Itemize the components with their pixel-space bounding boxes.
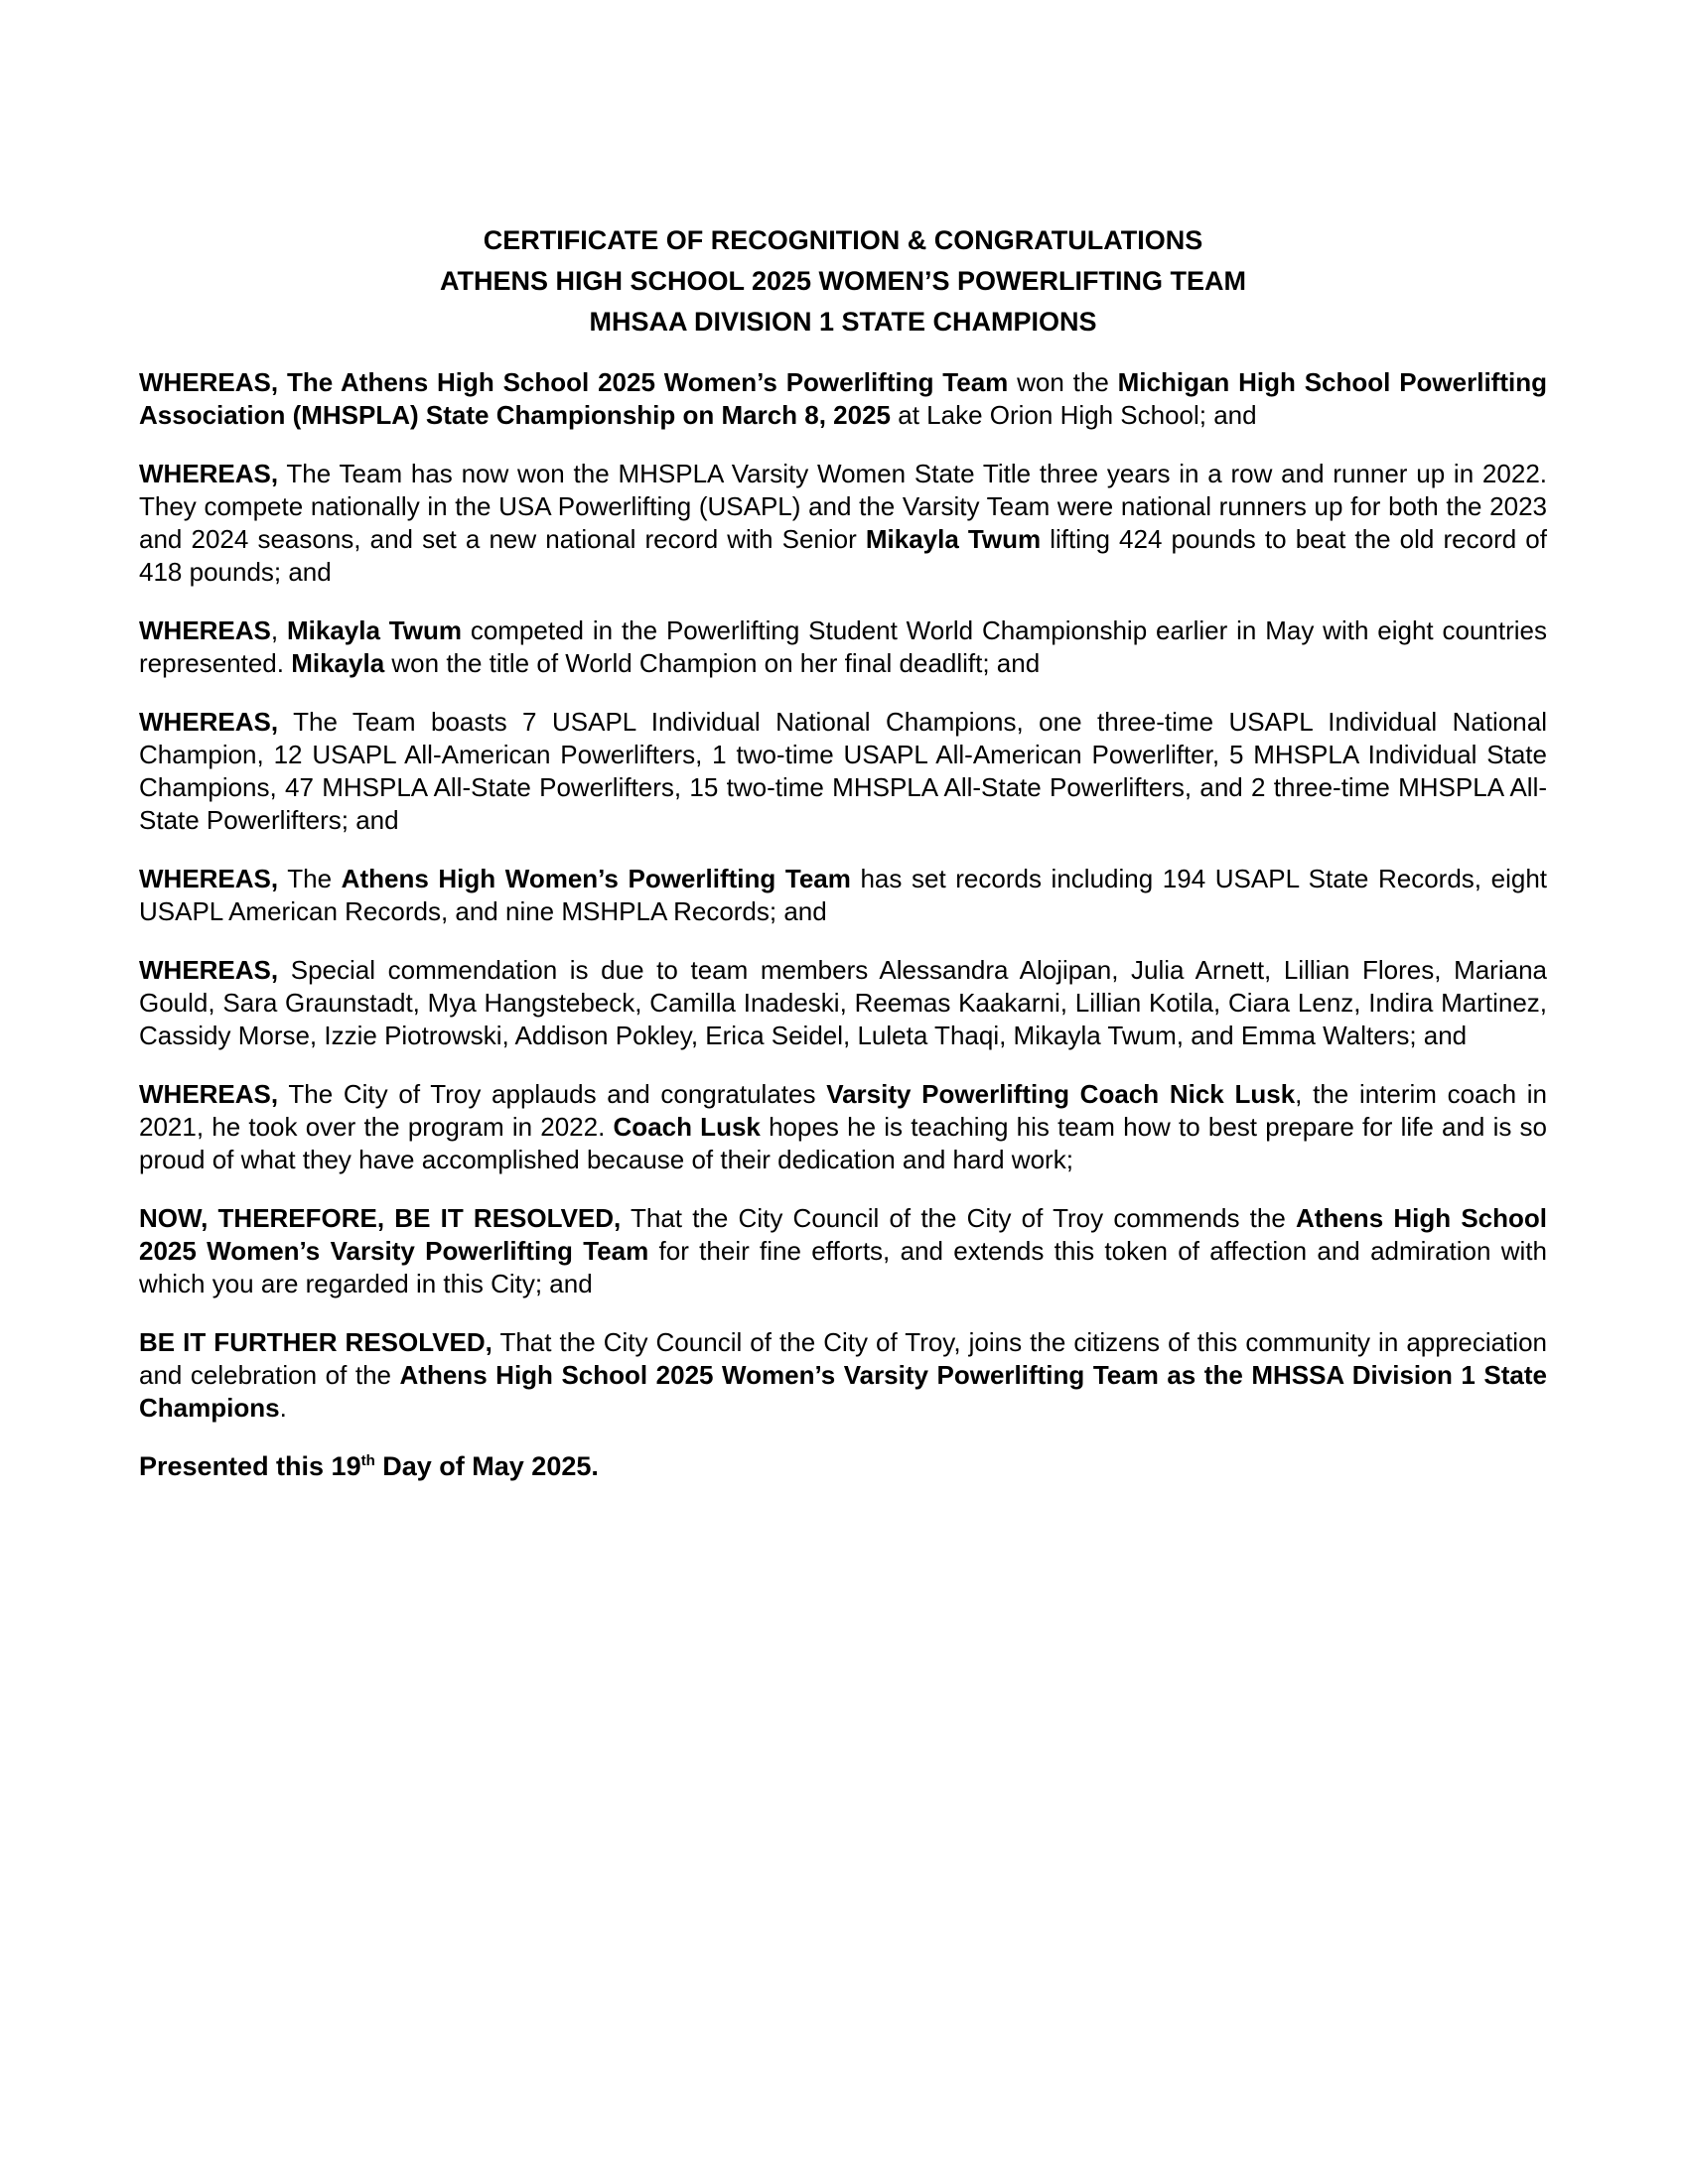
- certificate-title: [139, 220, 1547, 342]
- text-segment: won the title of World Champion on her final deadlift; and: [384, 648, 1041, 678]
- bold-text-segment: WHEREAS,: [139, 459, 279, 488]
- text-segment: That the City Council of the City of Troy, joins the citizens of this community in appreciation and celebration of the: [139, 1327, 1547, 1390]
- text-segment: That the City Council of the City of Troy commends the: [621, 1203, 1297, 1233]
- text-segment: The City of Troy applauds and congratulates: [278, 1079, 827, 1109]
- text-segment: The Team boasts 7 USAPL Individual National Champions, one three-time USAPL Individual National Champion, 12 USAPL All-American Powerlifters, 1 two-time USAPL All-American Powerlifter, 5 MHSPLA Individual State Champions, 47 MHSPLA All-State Powerlifters, 15 two-time MHSPLA All-State Powerlifters, and 2 three-time MHSPLA All-State Powerlifters; and: [139, 707, 1547, 835]
- bold-text-segment: BE IT FURTHER RESOLVED,: [139, 1327, 492, 1357]
- whereas-paragraph: [139, 614, 1547, 680]
- bold-text-segment: WHEREAS,: [139, 1079, 279, 1109]
- bold-text-segment: WHEREAS,: [139, 707, 279, 737]
- presentation-date: [139, 1450, 1547, 1483]
- title-line-1: CERTIFICATE OF RECOGNITION & CONGRATULATIONS: [483, 225, 1203, 255]
- bold-text-segment: Michigan High School Powerlifting Association (MHSPLA) State Championship on March 8, 2025: [139, 367, 1547, 430]
- title-line-3: MHSAA DIVISION 1 STATE CHAMPIONS: [589, 307, 1097, 337]
- whereas-paragraph: [139, 458, 1547, 589]
- text-segment: for their fine efforts, and extends this token of affection and admiration with which you are regarded in this City; and: [139, 1236, 1547, 1298]
- bold-text-segment: Coach Lusk: [613, 1112, 761, 1142]
- text-segment: Special commendation is due to team members Alessandra Alojipan, Julia Arnett, Lillian Flores, Mariana Gould, Sara Graunstadt, Mya Hangstebeck, Camilla Inadeski, Reemas Kaakarni, Lillian Kotila, Ciara Lenz, Indira Martinez, Cassidy Morse, Izzie Piotrowski, Addison Pokley, Erica Seidel, Luleta Thaqi, Mikayla Twum, and Emma Walters; and: [139, 955, 1547, 1050]
- bold-text-segment: Mikayla: [291, 648, 385, 678]
- text-segment: at Lake Orion High School; and: [891, 400, 1257, 430]
- certificate-page: [139, 220, 1547, 1483]
- bold-text-segment: NOW, THEREFORE, BE IT RESOLVED,: [139, 1203, 622, 1233]
- bold-text-segment: WHEREAS,: [139, 864, 279, 893]
- text-segment: has set records including 194 USAPL State Records, eight USAPL American Records, and nine MSHPLA Records; and: [139, 864, 1547, 926]
- whereas-paragraph: [139, 1078, 1547, 1176]
- bold-text-segment: WHEREAS: [139, 615, 271, 645]
- closing-superscript: th: [360, 1452, 375, 1469]
- bold-text-segment: Mikayla Twum: [286, 615, 462, 645]
- bold-text-segment: Mikayla Twum: [865, 524, 1042, 554]
- text-segment: hopes he is teaching his team how to best prepare for life and is so proud of what they have accomplished because of their dedication and hard work;: [139, 1112, 1547, 1174]
- text-segment: ,: [270, 615, 287, 645]
- text-segment: lifting 424 pounds to beat the old record of 418 pounds; and: [139, 524, 1547, 587]
- text-segment: competed in the Powerlifting Student World Championship earlier in May with eight countries represented.: [139, 615, 1547, 678]
- closing-suffix: Day of May 2025.: [374, 1451, 599, 1481]
- bold-text-segment: Athens High Women’s Powerlifting Team: [341, 864, 851, 893]
- bold-text-segment: Athens High School 2025 Women’s Varsity Powerlifting Team as the MHSSA Division 1 State Champions: [139, 1360, 1548, 1423]
- whereas-paragraph: [139, 366, 1547, 432]
- text-segment: The: [278, 864, 342, 893]
- whereas-paragraph: [139, 1202, 1547, 1300]
- bold-text-segment: Varsity Powerlifting Coach Nick Lusk: [826, 1079, 1296, 1109]
- text-segment: The Team has now won the MHSPLA Varsity Women State Title three years in a row and runner up in 2022. They compete nationally in the USA Powerlifting (USAPL) and the Varsity Team were national runners up for both the 2023 and 2024 seasons, and set a new national record with Senior: [139, 459, 1547, 554]
- text-segment: .: [279, 1393, 287, 1423]
- whereas-paragraph: [139, 1326, 1547, 1425]
- bold-text-segment: WHEREAS, The Athens High School 2025 Women’s Powerlifting Team: [139, 367, 1009, 397]
- bold-text-segment: Athens High School 2025 Women’s Varsity Powerlifting Team: [139, 1203, 1547, 1266]
- bold-text-segment: WHEREAS,: [139, 955, 279, 985]
- whereas-paragraph: [139, 863, 1547, 928]
- whereas-paragraph: [139, 954, 1547, 1052]
- text-segment: , the interim coach in 2021, he took over the program in 2022.: [139, 1079, 1547, 1142]
- text-segment: won the: [1008, 367, 1118, 397]
- whereas-paragraph: [139, 706, 1547, 837]
- title-line-2: ATHENS HIGH SCHOOL 2025 WOMEN’S POWERLIFTING TEAM: [439, 266, 1247, 296]
- resolution-body: [139, 366, 1547, 1425]
- closing-prefix: Presented this 19: [139, 1451, 361, 1481]
